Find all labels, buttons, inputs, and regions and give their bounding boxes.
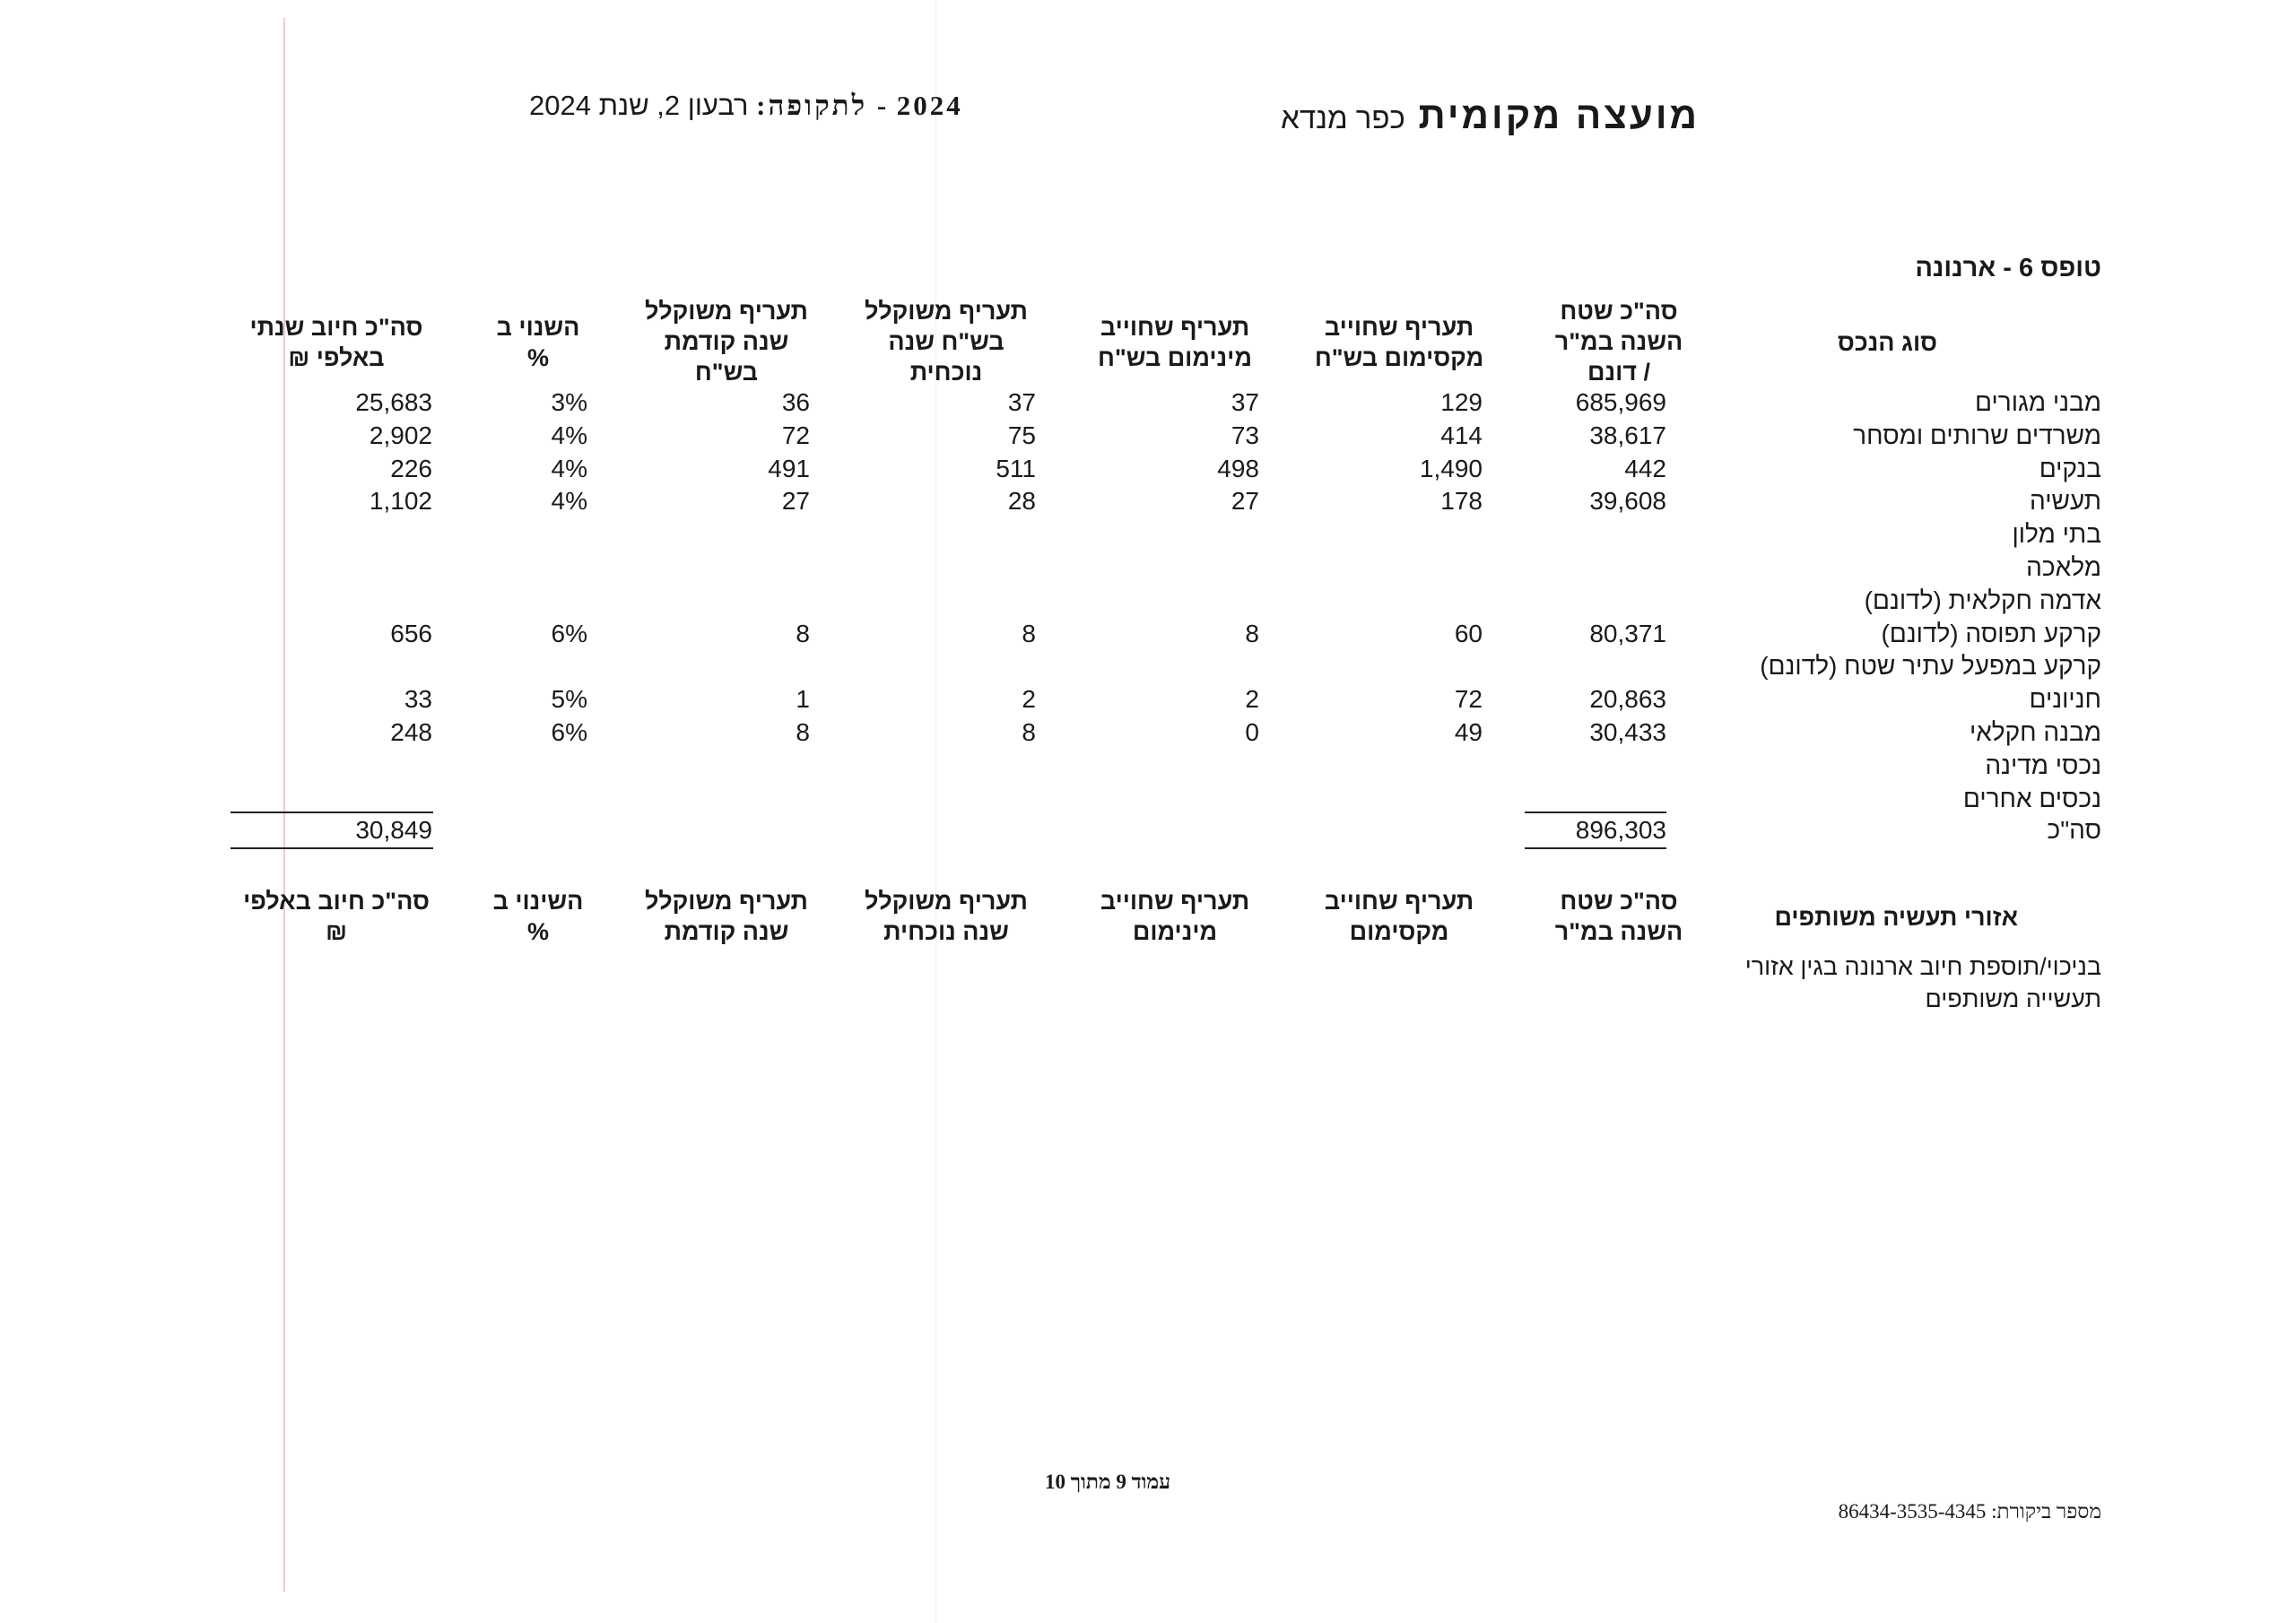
ind-col-header-annual-charge: [233, 886, 439, 947]
col-header-max-line2: מקסימום בש"ח: [1314, 344, 1484, 371]
totals-label: סה"כ: [2047, 816, 2101, 844]
cell-min-rate: 37: [1231, 388, 1259, 416]
row-label: משרדים שרותים ומסחר: [1853, 421, 2101, 449]
table-row: [0, 487, 2296, 519]
cell-weighted-previous: 491: [768, 454, 810, 482]
period-year: 2024: [896, 90, 963, 121]
cell-weighted-current: 28: [1007, 487, 1036, 516]
table-row: [0, 553, 2296, 586]
col-header-max-rate: [1300, 312, 1498, 373]
col-header-wcur-line2: בש"ח שנה: [888, 328, 1004, 355]
table-row: [0, 586, 2296, 619]
total-area: 896,303: [1575, 816, 1666, 844]
col-header-area-line3: / דונם: [1587, 359, 1650, 386]
col-header-wprev-line1: תעריף משוקלל: [645, 298, 808, 325]
ind-col-header-min-rate: [1076, 886, 1274, 947]
cell-min-rate: 2: [1245, 685, 1259, 714]
ind-col-area-line2: השנה במ"ר: [1554, 918, 1683, 945]
cell-max-rate: 414: [1440, 421, 1483, 449]
cell-area: 80,371: [1589, 619, 1666, 647]
cell-annual-charge: 25,683: [355, 388, 432, 416]
period-label: - לתקופה:: [756, 90, 890, 121]
cell-min-rate: 73: [1231, 421, 1259, 449]
table-row: [0, 421, 2296, 454]
col-header-min-rate: [1076, 312, 1274, 373]
cell-weighted-current: 75: [1007, 421, 1036, 449]
cell-change-pct: 6%: [551, 718, 587, 746]
period-value: רבעון 2, שנת 2024: [529, 90, 749, 121]
cell-area: 30,433: [1589, 718, 1666, 746]
cell-change-pct: 4%: [551, 454, 587, 482]
col-header-area-line2: השנה במ"ר: [1554, 328, 1683, 355]
table-row: [0, 388, 2296, 421]
cell-change-pct: 4%: [551, 487, 587, 516]
cell-annual-charge: 656: [390, 619, 432, 647]
col-header-charge-line1: סה"כ חיוב שנתי: [249, 314, 423, 341]
total-charge-top-rule: [230, 812, 433, 813]
row-label: נכסי מדינה: [1985, 751, 2101, 779]
form-title: טופס 6 - ארנונה: [1915, 254, 2101, 282]
ind-col-wcur-line2: שנה נוכחית: [883, 918, 1009, 945]
row-label: נכסים אחרים: [1962, 784, 2101, 812]
col-header-area: [1525, 296, 1713, 387]
cell-weighted-current: 8: [1022, 619, 1036, 647]
cell-change-pct: 3%: [551, 388, 587, 416]
table-row: [0, 718, 2296, 751]
cell-area: 38,617: [1589, 421, 1666, 449]
cell-annual-charge: 33: [404, 685, 432, 714]
cell-weighted-previous: 72: [781, 421, 810, 449]
ind-col-header-change-pct: [475, 886, 601, 947]
cell-area: 20,863: [1589, 685, 1666, 714]
cell-max-rate: 178: [1440, 487, 1483, 516]
cell-max-rate: 129: [1440, 388, 1483, 416]
total-charge: 30,849: [355, 816, 432, 844]
cell-change-pct: 5%: [551, 685, 587, 714]
row-label: קרקע במפעל עתיר שטח (לדונם): [1760, 652, 2101, 681]
ind-col-pct-line2: %: [526, 918, 549, 945]
table-row: [0, 685, 2296, 717]
total-area-top-rule: [1525, 812, 1666, 813]
row-label: בנקים: [2039, 454, 2101, 482]
cell-max-rate: 49: [1454, 718, 1483, 746]
row-label: קרקע תפוסה (לדונם): [1881, 619, 2101, 647]
control-value: 86434-3535-4345: [1838, 1500, 1987, 1523]
ind-col-area-line1: סה"כ שטח: [1560, 888, 1678, 915]
cell-annual-charge: 1,102: [369, 487, 432, 516]
industrial-zones-note: בניכוי/תוספת חיוב ארנונה בגין אזורי תעשייה משותפים: [1744, 953, 2101, 1012]
col-header-min-line1: תעריף שחוייב: [1100, 314, 1250, 341]
col-header-annual-charge: [233, 312, 439, 373]
row-label: בתי מלון: [2012, 520, 2101, 549]
cell-change-pct: 6%: [551, 619, 587, 647]
cell-weighted-previous: 8: [796, 619, 810, 647]
cell-area: 685,969: [1575, 388, 1666, 416]
property-type-header: סוג הנכס: [1837, 329, 1937, 356]
cell-change-pct: 4%: [551, 421, 587, 449]
ind-col-max-line2: מקסימום: [1349, 918, 1449, 945]
col-header-pct-line2: %: [526, 344, 549, 371]
cell-annual-charge: 226: [390, 454, 432, 482]
ind-col-charge-line2: ₪: [326, 918, 347, 945]
col-header-max-line1: תעריף שחוייב: [1324, 314, 1474, 341]
cell-max-rate: 1,490: [1419, 454, 1483, 482]
cell-weighted-current: 37: [1007, 388, 1036, 416]
council-title-text: מועצה מקומית: [1418, 94, 1700, 136]
cell-area: 39,608: [1589, 487, 1666, 516]
ind-col-min-line2: מינימום: [1132, 918, 1218, 945]
cell-weighted-previous: 36: [781, 388, 810, 416]
ind-col-header-weighted-current: [848, 886, 1045, 947]
ind-col-header-max-rate: [1300, 886, 1498, 947]
industrial-zones-title: אזורי תעשיה משותפים: [1774, 904, 2018, 931]
table-row: [0, 620, 2296, 652]
col-header-pct-line1: השנוי ב: [496, 314, 580, 341]
col-header-weighted-current: [848, 296, 1045, 387]
ind-col-wcur-line1: תעריף משוקלל: [865, 888, 1028, 915]
col-header-wcur-line3: נוכחית: [909, 359, 983, 386]
row-label: תעשיה: [2030, 487, 2101, 516]
table-row: [0, 455, 2296, 487]
ind-col-max-line1: תעריף שחוייב: [1324, 888, 1474, 915]
col-header-wprev-line2: שנה קודמת: [664, 328, 789, 355]
col-header-min-line2: מינימום בש"ח: [1098, 344, 1252, 371]
col-header-wcur-line1: תעריף משוקלל: [865, 298, 1028, 325]
row-label: מבני מגורים: [1975, 388, 2101, 416]
col-header-charge-line2: באלפי ₪: [288, 344, 385, 371]
table-row: [0, 652, 2296, 684]
cell-weighted-previous: 27: [781, 487, 810, 516]
ind-col-wprev-line1: תעריף משוקלל: [645, 888, 808, 915]
control-number: [1839, 1500, 2101, 1523]
ind-col-min-line1: תעריף שחוייב: [1100, 888, 1250, 915]
cell-annual-charge: 2,902: [369, 421, 432, 449]
cell-min-rate: 0: [1245, 718, 1259, 746]
cell-max-rate: 60: [1454, 619, 1483, 647]
ind-col-header-area: [1525, 886, 1713, 947]
cell-weighted-current: 2: [1022, 685, 1036, 714]
cell-weighted-current: 8: [1022, 718, 1036, 746]
table-row: [0, 751, 2296, 784]
cell-weighted-previous: 1: [796, 685, 810, 714]
page-number: עמוד 9 מתוך 10: [1045, 1471, 1171, 1493]
col-header-area-line1: סה"כ שטח: [1560, 298, 1678, 325]
col-header-change-pct: [475, 312, 601, 373]
col-header-weighted-previous: [628, 296, 825, 387]
ind-col-wprev-line2: שנה קודמת: [664, 918, 789, 945]
cell-min-rate: 498: [1217, 454, 1259, 482]
table-row: [0, 520, 2296, 552]
cell-weighted-previous: 8: [796, 718, 810, 746]
row-label: חניונים: [2029, 685, 2101, 714]
ind-col-pct-line1: השינוי ב: [492, 888, 584, 915]
council-title: [1281, 94, 1700, 137]
period-header: [529, 90, 963, 122]
col-header-wprev-line3: בש"ח: [694, 359, 759, 386]
ind-col-charge-line1: סה"כ חיוב באלפי: [243, 888, 430, 915]
row-label: מלאכה: [2026, 553, 2101, 581]
control-label: מספר ביקורת:: [1991, 1500, 2101, 1523]
cell-area: 442: [1624, 454, 1666, 482]
cell-min-rate: 8: [1245, 619, 1259, 647]
cell-weighted-current: 511: [996, 454, 1036, 482]
totals-row: [0, 816, 2296, 848]
row-label: אדמה חקלאית (לדונם): [1864, 586, 2101, 614]
cell-annual-charge: 248: [390, 718, 432, 746]
council-name: כפר מנדא: [1281, 101, 1405, 135]
cell-max-rate: 72: [1454, 685, 1483, 714]
ind-col-header-weighted-previous: [628, 886, 825, 947]
row-label: מבנה חקלאי: [1969, 718, 2101, 746]
cell-min-rate: 27: [1231, 487, 1259, 516]
